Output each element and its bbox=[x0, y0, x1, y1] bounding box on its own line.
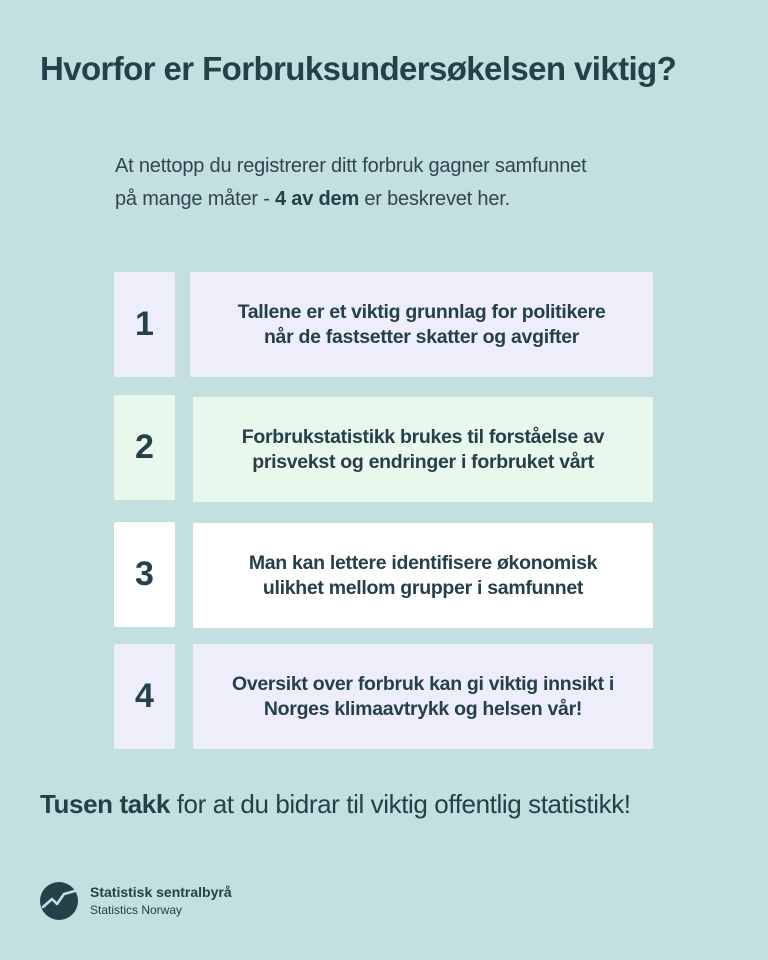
item-text-2-line-2: prisvekst og endringer i forbruket vårt bbox=[252, 450, 594, 473]
intro-line-2-end: er beskrevet her. bbox=[359, 188, 510, 210]
item-text-1-line-1: Tallene er et viktig grunnlag for politikere bbox=[237, 300, 606, 323]
ssb-logo-icon bbox=[40, 882, 78, 920]
intro-highlight: 4 av dem bbox=[275, 188, 360, 210]
thank-you-text bbox=[40, 785, 740, 823]
item-number-4: 4 bbox=[114, 644, 175, 749]
logo-name: Statistisk sentralbyrå bbox=[90, 884, 232, 900]
item-text-1-line-2: når de fastsetter skatter og avgifter bbox=[263, 325, 580, 348]
ssb-logo bbox=[40, 882, 232, 920]
logo-text bbox=[90, 883, 232, 919]
item-text-2 bbox=[193, 397, 653, 502]
item-text-1 bbox=[190, 272, 653, 377]
item-number-3: 3 bbox=[114, 522, 175, 627]
intro-text bbox=[115, 150, 675, 216]
thank-you-rest: for at du bidrar til viktig offentlig statistikk! bbox=[169, 789, 631, 819]
item-text-4-line-1: Oversikt over forbruk kan gi viktig innsikt i bbox=[231, 672, 615, 695]
item-text-4-line-2: Norges klimaavtrykk og helsen vår! bbox=[263, 697, 583, 720]
item-text-3-line-1: Man kan lettere identifisere økonomisk bbox=[248, 551, 598, 574]
item-text-3-line-2: ulikhet mellom grupper i samfunnet bbox=[262, 576, 584, 599]
item-text-3 bbox=[193, 523, 653, 628]
intro-line-1: At nettopp du registrerer ditt forbruk gagner samfunnet bbox=[115, 155, 587, 177]
logo-subtitle: Statistics Norway bbox=[90, 903, 183, 917]
item-text-2-line-1: Forbrukstatistikk brukes til forståelse av bbox=[241, 425, 605, 448]
item-text-4 bbox=[193, 644, 653, 749]
intro-line-2 bbox=[115, 183, 675, 216]
intro-line-2-start: på mange måter - bbox=[115, 188, 276, 210]
page-title: Hvorfor er Forbruksundersøkelsen viktig? bbox=[40, 50, 677, 87]
item-number-2: 2 bbox=[114, 395, 175, 500]
item-number-1: 1 bbox=[114, 272, 175, 377]
thank-you-bold: Tusen takk bbox=[40, 789, 170, 819]
